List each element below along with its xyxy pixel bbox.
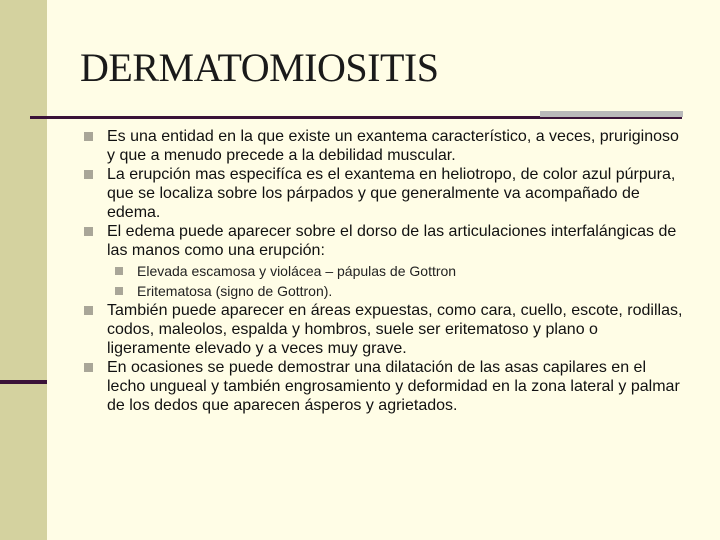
bullet-text: El edema puede aparecer sobre el dorso de las articulaciones interfalángicas de las manos como una erupción: <box>107 223 677 259</box>
square-bullet-icon <box>84 170 93 179</box>
square-bullet-icon <box>84 132 93 141</box>
bullet-item <box>84 127 684 165</box>
square-bullet-icon <box>84 363 93 372</box>
square-bullet-icon <box>84 227 93 236</box>
slide-title: DERMATOMIOSITIS <box>80 45 439 90</box>
left-band-divider <box>0 380 47 384</box>
left-decorative-band <box>0 0 47 540</box>
sub-bullet-text: Eritematosa (signo de Gottron). <box>137 283 333 299</box>
square-bullet-icon <box>84 306 93 315</box>
slide-body <box>84 127 684 415</box>
sub-list-container <box>84 261 684 301</box>
bullet-text: En ocasiones se puede demostrar una dilatación de las asas capilares en el lecho ungueal y también engrosamiento y deformidad en la zona lateral y palmar de los dedos que aparecen ásperos y agrietados. <box>107 359 680 414</box>
square-bullet-icon <box>115 267 123 275</box>
sub-bullet-list <box>84 261 684 301</box>
bullet-text: La erupción mas especifíca es el exantema en heliotropo, de color azul púrpura, que se localiza sobre los párpados y que generalmente va acompañado de edema. <box>107 166 676 221</box>
square-bullet-icon <box>115 287 123 295</box>
bullet-item <box>84 165 684 222</box>
bullet-item <box>84 222 684 260</box>
bullet-list <box>84 127 684 415</box>
title-accent-bar <box>540 111 683 117</box>
sub-bullet-text: Elevada escamosa y violácea – pápulas de Gottron <box>137 263 457 279</box>
sub-bullet-item <box>84 261 684 281</box>
bullet-text: También puede aparecer en áreas expuestas, como cara, cuello, escote, rodillas, codos, maleolos, espalda y hombros, suele ser eritematoso y plano o ligeramente elevado y a veces muy grave. <box>107 302 683 357</box>
sub-bullet-item <box>84 281 684 301</box>
bullet-text: Es una entidad en la que existe un exantema característico, a veces, pruriginoso y que a menudo precede a la debilidad muscular. <box>107 128 679 164</box>
bullet-item <box>84 358 684 415</box>
bullet-item <box>84 301 684 358</box>
